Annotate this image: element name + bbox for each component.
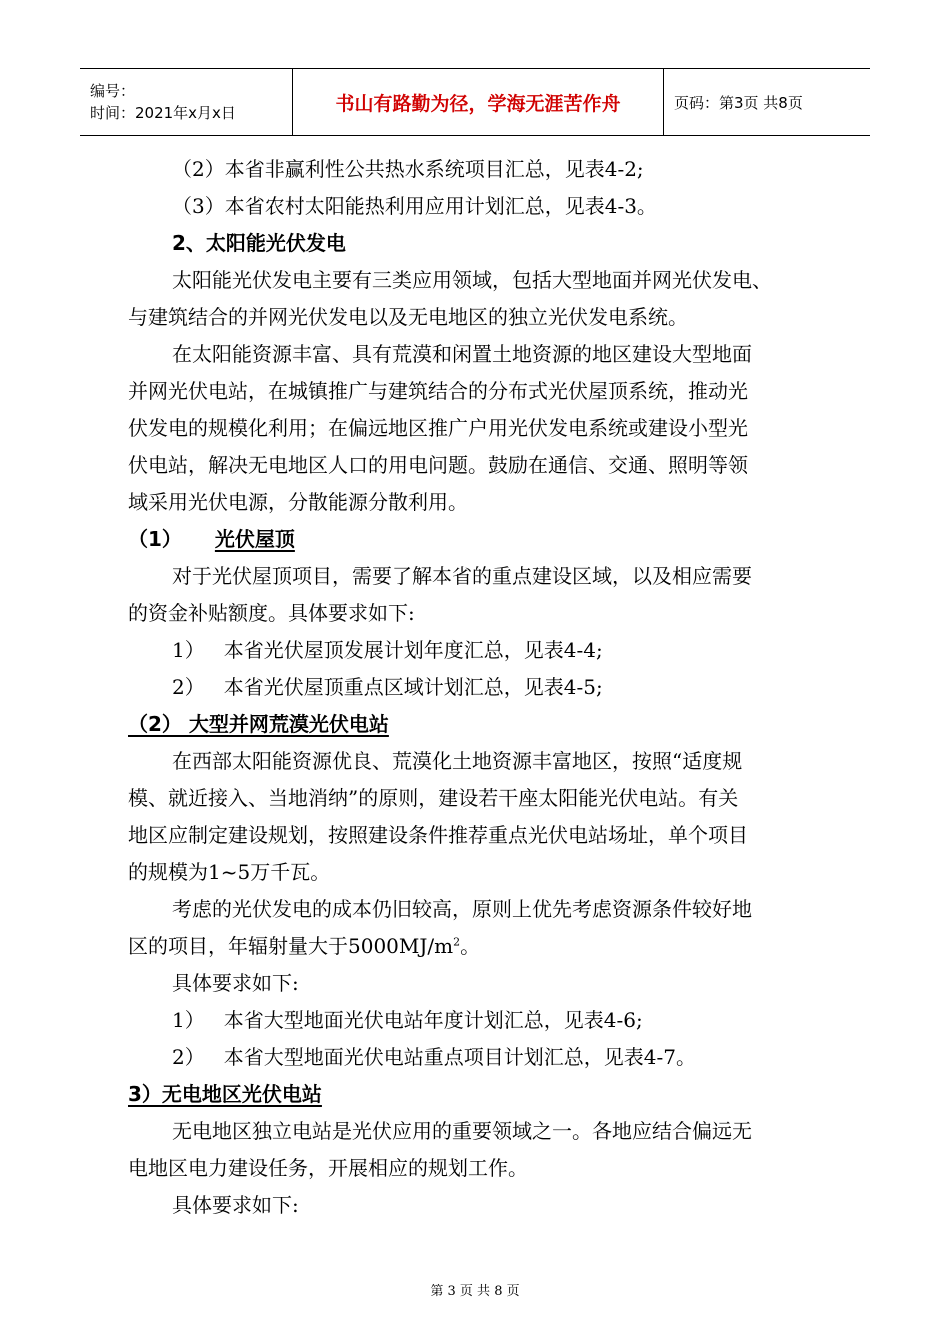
subsection-number: （1） (128, 527, 182, 551)
paragraph-line: 与建筑结合的并网光伏发电以及无电地区的独立光伏发电系统。 (128, 305, 688, 329)
paragraph-line: 的规模为1~5万千瓦。 (128, 860, 331, 884)
subsection-title: 光伏屋顶 (214, 527, 295, 551)
paragraph-line: 考虑的光伏发电的成本仍旧较高，原则上优先考虑资源条件较好地 (172, 897, 752, 921)
page-footer: 第 3 页 共 8 页 (430, 1284, 520, 1299)
list-item: 2） 本省光伏屋顶重点区域计划汇总，见表4-5; (172, 675, 603, 699)
document-body (128, 151, 828, 1224)
paragraph-line: 无电地区独立电站是光伏应用的重要领域之一。各地应结合偏远无 (172, 1119, 752, 1143)
paragraph-line: 在太阳能资源丰富、具有荒漠和闲置土地资源的地区建设大型地面 (172, 342, 752, 366)
paragraph-line: 具体要求如下: (172, 971, 299, 995)
paragraph-line: 伏发电的规模化利用；在偏远地区推广户用光伏发电系统或建设小型光 (128, 416, 748, 440)
page-header (80, 68, 870, 136)
paragraph-line: 地区应制定建设规划，按照建设条件推荐重点光伏电站场址，单个项目 (128, 823, 748, 847)
paragraph-line: 对于光伏屋顶项目，需要了解本省的重点建设区域，以及相应需要 (172, 564, 752, 588)
subsection-heading-row (128, 706, 828, 743)
list-item: （3）本省农村太阳能热利用应用计划汇总，见表4-3。 (172, 194, 657, 218)
list-item: （2）本省非赢利性公共热水系统项目汇总，见表4-2; (172, 157, 644, 181)
header-meta (80, 69, 293, 136)
list-item: 1） 本省光伏屋顶发展计划年度汇总，见表4-4; (172, 638, 603, 662)
paragraph-text: 区的项目，年辐射量大于5000MJ/m (128, 934, 454, 958)
list-item: 2） 本省大型地面光伏电站重点项目计划汇总，见表4-7。 (172, 1045, 697, 1069)
subsection-heading: （2） 大型并网荒漠光伏电站 (128, 712, 389, 736)
paragraph-line: 太阳能光伏发电主要有三类应用领域，包括大型地面并网光伏发电、 (172, 268, 772, 292)
paragraph-line: 并网光伏电站，在城镇推广与建筑结合的分布式光伏屋顶系统，推动光 (128, 379, 748, 403)
header-motto: 书山有路勤为径，学海无涯苦作舟 (293, 69, 664, 136)
subsection-heading: 3）无电地区光伏电站 (128, 1082, 322, 1106)
list-item: 1） 本省大型地面光伏电站年度计划汇总，见表4-6; (172, 1008, 643, 1032)
subsection-heading (128, 521, 828, 558)
paragraph-line: 在西部太阳能资源优良、荒漠化土地资源丰富地区，按照“适度规 (172, 749, 743, 773)
superscript: 2 (453, 935, 461, 949)
doc-date-label: 时间：2021年x月x日 (90, 104, 236, 122)
paragraph-line: 的资金补贴额度。具体要求如下: (128, 601, 415, 625)
paragraph-end: 。 (460, 934, 481, 958)
paragraph-line: 伏电站，解决无电地区人口的用电问题。鼓励在通信、交通、照明等领 (128, 453, 748, 477)
doc-number-label: 编号： (90, 82, 136, 100)
paragraph-line: 具体要求如下: (172, 1193, 299, 1217)
paragraph-line: 域采用光伏电源，分散能源分散利用。 (128, 490, 468, 514)
paragraph-line (128, 928, 828, 965)
subsection-heading-row (128, 1076, 828, 1113)
paragraph-line: 电地区电力建设任务，开展相应的规划工作。 (128, 1156, 528, 1180)
paragraph-line: 模、就近接入、当地消纳”的原则，建设若干座太阳能光伏电站。有关 (128, 786, 739, 810)
header-page-info: 页码：第3页 共8页 (664, 69, 871, 136)
section-heading: 2、太阳能光伏发电 (172, 231, 346, 255)
